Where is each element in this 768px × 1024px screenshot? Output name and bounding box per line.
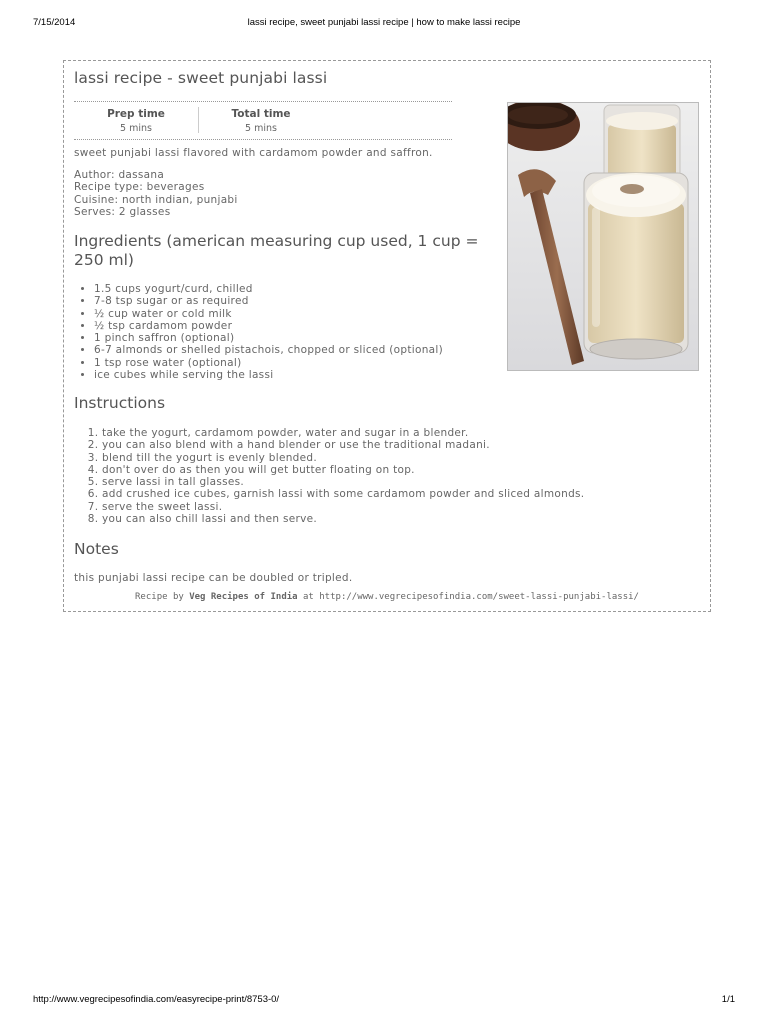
recipe-photo bbox=[507, 102, 699, 371]
ingredient-item: • 6-7 almonds or shelled pistachois, chopped or sliced (optional) bbox=[94, 344, 443, 356]
recipe-meta bbox=[74, 169, 238, 218]
ingredient-item: • 1 pinch saffron (optional) bbox=[94, 332, 443, 344]
recipe-credit bbox=[64, 592, 710, 602]
page-number: 1/1 bbox=[721, 994, 735, 1005]
instruction-step: 8. you can also chill lassi and then serve. bbox=[102, 513, 584, 525]
ingredients-list bbox=[74, 283, 443, 381]
recipe-type: Recipe type: beverages bbox=[74, 181, 205, 194]
recipe-author: Author: dassana bbox=[74, 169, 165, 181]
ingredient-item: • 7-8 tsp sugar or as required bbox=[94, 295, 443, 307]
total-time-label: Total time bbox=[231, 108, 291, 120]
notes-heading: Notes bbox=[74, 540, 119, 558]
recipe-card bbox=[63, 60, 711, 612]
instruction-step: 4. don't over do as then you will get butter floating on top. bbox=[102, 464, 584, 476]
print-footer bbox=[0, 994, 768, 1008]
recipe-title: lassi recipe - sweet punjabi lassi bbox=[74, 69, 328, 87]
prep-time bbox=[74, 107, 198, 136]
recipe-summary: sweet punjabi lassi flavored with cardamom powder and saffron. bbox=[74, 147, 433, 159]
credit-url-link[interactable]: http://www.vegrecipesofindia.com/sweet-lassi-punjabi-lassi/ bbox=[319, 592, 639, 602]
credit-site-name: Veg Recipes of India bbox=[189, 592, 298, 602]
print-header bbox=[0, 17, 768, 31]
instruction-step: 5. serve lassi in tall glasses. bbox=[102, 476, 584, 488]
credit-prefix: Recipe by bbox=[135, 592, 190, 602]
instruction-step: 6. add crushed ice cubes, garnish lassi with some cardamom powder and sliced almonds. bbox=[102, 488, 584, 500]
recipe-serves: Serves: 2 glasses bbox=[74, 205, 171, 218]
lassi-photo-illustration bbox=[508, 103, 698, 370]
print-page-title: lassi recipe, sweet punjabi lassi recipe | how to make lassi recipe bbox=[247, 17, 521, 28]
ingredient-item: • ice cubes while serving the lassi bbox=[94, 369, 443, 381]
prep-time-label: Prep time bbox=[107, 108, 165, 120]
ingredient-item: • ½ tsp cardamom powder bbox=[94, 320, 443, 332]
total-time-value: 5 mins bbox=[245, 123, 277, 134]
prep-time-value: 5 mins bbox=[120, 123, 152, 134]
instruction-step: 7. serve the sweet lassi. bbox=[102, 501, 584, 513]
ingredient-item: • 1.5 cups yogurt/curd, chilled bbox=[94, 283, 443, 295]
instructions-heading: Instructions bbox=[74, 394, 166, 412]
recipe-times bbox=[74, 101, 452, 140]
ingredients-heading: Ingredients (american measuring cup used, 1 cup = 250 ml) bbox=[74, 232, 479, 269]
instruction-step: 3. blend till the yogurt is evenly blended. bbox=[102, 452, 584, 464]
ingredient-item: • ½ cup water or cold milk bbox=[94, 308, 443, 320]
print-date: 7/15/2014 bbox=[33, 17, 76, 28]
recipe-cuisine: Cuisine: north indian, punjabi bbox=[74, 193, 238, 206]
notes-text: this punjabi lassi recipe can be doubled or tripled. bbox=[74, 572, 353, 584]
instruction-step: 2. you can also blend with a hand blender or use the traditional madani. bbox=[102, 439, 584, 451]
instruction-step: 1. take the yogurt, cardamom powder, water and sugar in a blender. bbox=[102, 427, 584, 439]
total-time bbox=[198, 107, 323, 133]
credit-mid: at bbox=[297, 592, 320, 602]
ingredient-item: • 1 tsp rose water (optional) bbox=[94, 357, 443, 369]
print-url[interactable]: http://www.vegrecipesofindia.com/easyrecipe-print/8753-0/ bbox=[33, 994, 280, 1005]
instructions-list bbox=[74, 427, 584, 525]
